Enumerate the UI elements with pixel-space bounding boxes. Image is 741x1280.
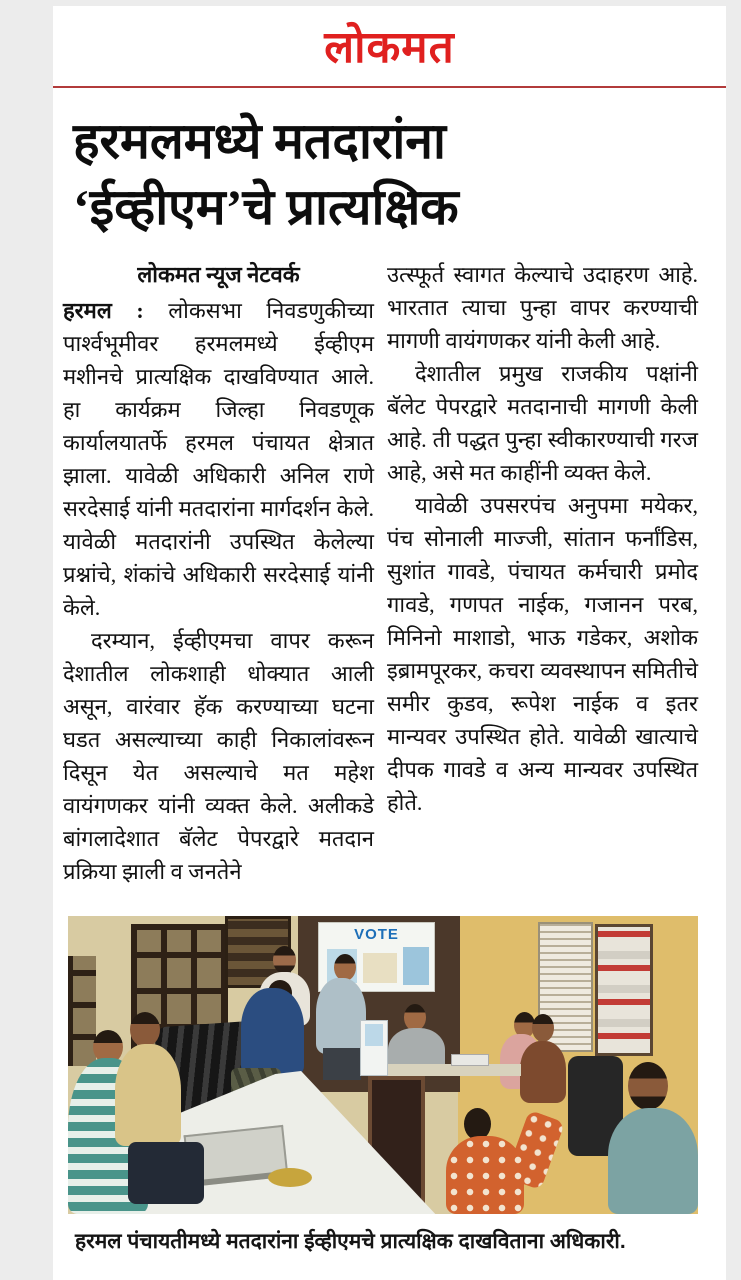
- officials-desk-top: [376, 1064, 521, 1076]
- article-body: [53, 258, 726, 888]
- man-teal-shirt-head: [628, 1062, 668, 1110]
- woman-sari-body: [446, 1136, 524, 1214]
- water-dispenser: [360, 1020, 388, 1076]
- man-white-tshirt-head: [273, 946, 296, 974]
- official-lightblue-shirt-torso: [316, 978, 366, 1054]
- article-headline: [73, 108, 718, 240]
- man-blue-tshirt-torso: [241, 988, 304, 1076]
- man-maroon-head: [532, 1014, 554, 1042]
- left-column: [63, 258, 374, 888]
- newspaper-page: [53, 6, 726, 1280]
- paragraph-1-text: लोकसभा निवडणुकीच्या पार्श्वभूमीवर हरमलमध्ये ईव्हीएम मशीनचे प्रात्यक्षिक दाखविण्यात आले. हा कार्यक्रम जिल्हा निवडणूक कार्यालयातर्फे हरमल पंचायत क्षेत्रात झाला. यावेळी अधिकारी अनिल राणे सरदेसाई यांनी मतदारांना मार्गदर्शन केले. यावेळी मतदारांनी उपस्थित केलेल्या प्रश्नांचे, शंकांचे अधिकारी सरदेसाई यांनी केले.: [63, 298, 374, 620]
- headline-line2: ‘ईव्हीएम’चे प्रात्यक्षिक: [73, 179, 459, 235]
- byline: लोकमत न्यूज नेटवर्क: [137, 262, 300, 287]
- paragraph-3: उत्स्फूर्त स्वागत केल्याचे उदाहरण आहे. भारतात त्याचा पुन्हा वापर करण्याची मागणी वायंगणकर यांनी केली आहे.: [387, 262, 698, 353]
- window-frame-left-edge: [68, 956, 96, 1066]
- official-lightblue-trousers: [323, 1048, 361, 1080]
- man-khaki-shirt-torso: [115, 1044, 181, 1146]
- poster-graphic-right: [403, 947, 429, 985]
- official-lightblue-shirt-head: [334, 954, 356, 981]
- masthead-rule: [53, 86, 726, 88]
- poster-graphic-center: [363, 953, 397, 983]
- man-grey-tshirt-head: [404, 1004, 426, 1031]
- binder-shelf: [595, 924, 653, 1056]
- paragraph-1: [63, 294, 374, 624]
- water-dispenser-tank: [365, 1024, 383, 1046]
- dateline: हरमल :: [63, 298, 144, 323]
- laptop: [451, 1054, 489, 1066]
- headline-line1: हरमलमध्ये मतदारांना: [73, 113, 446, 169]
- news-photo: [68, 916, 698, 1214]
- paragraph-4: देशातील प्रमुख राजकीय पक्षांनी बॅलेट पेपरद्वारे मतदानाची मागणी केली आहे. ती पद्धत पुन्हा स्वीकारण्याची गरज आहे, असे मत काहींनी व्यक्त केले.: [387, 361, 698, 485]
- newspaper-masthead: लोकमत: [324, 23, 455, 72]
- paragraph-2: दरम्यान, ईव्हीएमचा वापर करून देशातील लोकशाही धोक्यात आली असून, वारंवार हॅक करण्याच्या घटना घडत असल्याच्या काही निकालांवरून दिसून येत असल्याचे मत महेश वायंगणकर यांनी व्यक्त केले. अलीकडे बांगलादेशात बॅलेट पेपरद्वारे मतदान प्रक्रिया झाली व जनतेने: [63, 628, 374, 884]
- man-khaki-shirt-head: [130, 1012, 160, 1047]
- vote-poster-text: VOTE: [354, 926, 399, 943]
- paragraph-5: यावेळी उपसरपंच अनुपमा मयेकर, पंच सोनाली माज्जी, सांतान फर्नांडिस, सुशांत गावडे, पंचायत कर्मचारी प्रमोद गावडे, गणपत नाईक, गजानन परब, मिनिनो माशाडो, भाऊ गडेकर, अशोक इब्रामपूरकर, कचरा व्यवस्थापन समितीचे समीर कुडव, रूपेश नाईक व इतर मान्यवर उपस्थित होते. यावेळी खात्याचे दीपक गावडे व अन्य मान्यवर उपस्थित होते.: [387, 493, 698, 815]
- man-teal-shirt-torso: [608, 1108, 698, 1214]
- brass-plate: [268, 1168, 312, 1187]
- right-column: [387, 258, 698, 888]
- photo-caption: हरमल पंचायतीमध्ये मतदारांना ईव्हीएमचे प्रात्यक्षिक दाखविताना अधिकारी.: [75, 1230, 626, 1253]
- man-khaki-trousers: [128, 1142, 204, 1204]
- man-maroon-torso: [520, 1041, 566, 1103]
